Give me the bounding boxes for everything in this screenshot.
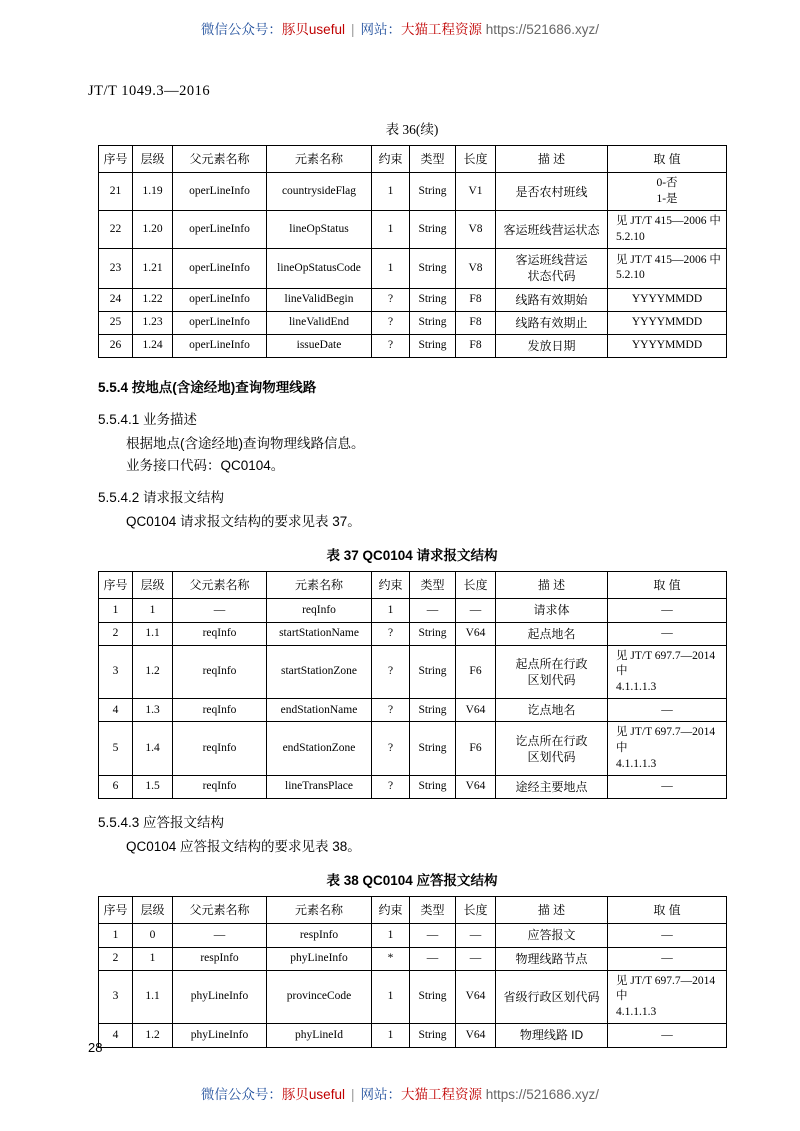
t37-r4-c5: ?: [372, 699, 410, 722]
section-5-5-4-1-paragraph-2: 业务接口代码：QC0104。: [126, 458, 285, 474]
t37-r1-c3: —: [173, 599, 267, 622]
table38-col-8: 取 值: [608, 897, 727, 924]
table36-col-6: 长度: [456, 146, 496, 173]
t37-r5-c7: F6: [456, 722, 496, 776]
t37-r4-c7: V64: [456, 699, 496, 722]
t37-r4-c8: 讫点地名: [496, 699, 608, 722]
t37-r6-c5: ?: [372, 776, 410, 799]
table-row: [99, 1024, 727, 1047]
t36-r2-c6: String: [410, 211, 456, 249]
table38-col-2: 父元素名称: [173, 897, 267, 924]
t38-r4-c5: 1: [372, 1024, 410, 1047]
t36-r5-c9: YYYYMMDD: [608, 311, 727, 334]
table38-col-7: 描 述: [496, 897, 608, 924]
t36-r4-c9: YYYYMMDD: [608, 288, 727, 311]
t36-r1-c3: operLineInfo: [173, 173, 267, 211]
section-5-5-4-2-title: 5.5.4.2 请求报文结构: [98, 490, 225, 506]
t38-r2-c3: respInfo: [173, 947, 267, 970]
t38-r3-c3: phyLineInfo: [173, 970, 267, 1024]
t37-r2-c7: V64: [456, 622, 496, 645]
t36-r4-c3: operLineInfo: [173, 288, 267, 311]
watermark-top-label: 微信公众号：: [200, 22, 282, 37]
t38-r1-c1: 1: [99, 924, 133, 947]
t36-r3-c6: String: [410, 249, 456, 288]
t36-r1-c1: 21: [99, 173, 133, 211]
table-row: [99, 211, 727, 249]
t38-r4-c2: 1.2: [133, 1024, 173, 1047]
t37-r1-c7: —: [456, 599, 496, 622]
watermark-top-url: https://521686.xyz/: [485, 22, 600, 37]
t37-r1-c9: —: [608, 599, 727, 622]
table-row: [99, 173, 727, 211]
t37-r2-c1: 2: [99, 622, 133, 645]
t37-r3-c5: ?: [372, 645, 410, 699]
t37-r6-c4: lineTransPlace: [267, 776, 372, 799]
table36-col-8: 取 值: [608, 146, 727, 173]
table-row: [99, 249, 727, 288]
t37-r2-c4: startStationName: [267, 622, 372, 645]
t38-r2-c7: —: [456, 947, 496, 970]
t37-r4-c2: 1.3: [133, 699, 173, 722]
t37-r1-c6: —: [410, 599, 456, 622]
t38-r2-c1: 2: [99, 947, 133, 970]
t38-r2-c2: 1: [133, 947, 173, 970]
t36-r5-c5: ?: [372, 311, 410, 334]
t38-r4-c9: —: [608, 1024, 727, 1047]
t37-r3-c4: startStationZone: [267, 645, 372, 699]
t38-r2-c4: phyLineInfo: [267, 947, 372, 970]
t38-r3-c5: 1: [372, 970, 410, 1024]
table36-caption: 表 36(续): [385, 122, 439, 137]
table38-col-1: 层级: [133, 897, 173, 924]
t36-r4-c5: ?: [372, 288, 410, 311]
t37-r4-c4: endStationName: [267, 699, 372, 722]
table37-col-1: 层级: [133, 572, 173, 599]
t37-r5-c6: String: [410, 722, 456, 776]
table38-col-5: 类型: [410, 897, 456, 924]
t38-r1-c9: —: [608, 924, 727, 947]
t36-r3-c4: lineOpStatusCode: [267, 249, 372, 288]
t37-r6-c6: String: [410, 776, 456, 799]
t37-r3-c8: 起点所在行政 区划代码: [496, 645, 608, 699]
table38-col-3: 元素名称: [267, 897, 372, 924]
table37-col-3: 元素名称: [267, 572, 372, 599]
watermark-top-site-name: 大猫工程资源: [400, 22, 482, 37]
t37-r2-c9: —: [608, 622, 727, 645]
watermark-bottom: [0, 1083, 800, 1103]
table36-col-2: 父元素名称: [173, 146, 267, 173]
t37-r5-c1: 5: [99, 722, 133, 776]
t36-r1-c6: String: [410, 173, 456, 211]
t36-r3-c5: 1: [372, 249, 410, 288]
t38-r4-c6: String: [410, 1024, 456, 1047]
t36-r6-c1: 26: [99, 335, 133, 358]
t37-r5-c8: 讫点所在行政 区划代码: [496, 722, 608, 776]
t38-r3-c9: 见 JT/T 697.7—2014 中 4.1.1.1.3: [608, 970, 727, 1024]
table38-col-4: 约束: [372, 897, 410, 924]
t37-r6-c3: reqInfo: [173, 776, 267, 799]
t37-r5-c9: 见 JT/T 697.7—2014 中 4.1.1.1.3: [608, 722, 727, 776]
watermark-bottom-separator: |: [350, 1087, 355, 1102]
t38-r3-c1: 3: [99, 970, 133, 1024]
table36-col-0: 序号: [99, 146, 133, 173]
table-row: [99, 288, 727, 311]
t36-r3-c2: 1.21: [133, 249, 173, 288]
table-row: [99, 776, 727, 799]
t37-r1-c2: 1: [133, 599, 173, 622]
t36-r5-c4: lineValidEnd: [267, 311, 372, 334]
table38-header-row: [99, 897, 727, 924]
table36-col-7: 描 述: [496, 146, 608, 173]
t36-r1-c7: V1: [456, 173, 496, 211]
table37-col-8: 取 值: [608, 572, 727, 599]
table-row: [99, 722, 727, 776]
t36-r6-c6: String: [410, 335, 456, 358]
t38-r1-c3: —: [173, 924, 267, 947]
t38-r2-c5: *: [372, 947, 410, 970]
t36-r1-c8: 是否农村班线: [496, 173, 608, 211]
page-number: 28: [88, 1040, 103, 1055]
t36-r1-c9: 0-否 1-是: [608, 173, 727, 211]
table36-col-5: 类型: [410, 146, 456, 173]
t36-r1-c4: countrysideFlag: [267, 173, 372, 211]
t37-r1-c1: 1: [99, 599, 133, 622]
t36-r6-c2: 1.24: [133, 335, 173, 358]
t36-r2-c7: V8: [456, 211, 496, 249]
watermark-bottom-site-label: 网站：: [360, 1087, 401, 1102]
section-5-5-4-2-paragraph-1: QC0104 请求报文结构的要求见表 37。: [126, 514, 361, 530]
table37-col-5: 类型: [410, 572, 456, 599]
t37-r3-c9: 见 JT/T 697.7—2014 中 4.1.1.1.3: [608, 645, 727, 699]
watermark-bottom-site-name: 大猫工程资源: [400, 1087, 482, 1102]
table36-col-1: 层级: [133, 146, 173, 173]
table37-col-2: 父元素名称: [173, 572, 267, 599]
t37-r6-c7: V64: [456, 776, 496, 799]
t36-r4-c2: 1.22: [133, 288, 173, 311]
t36-r2-c2: 1.20: [133, 211, 173, 249]
t38-r2-c8: 物理线路节点: [496, 947, 608, 970]
t37-r5-c5: ?: [372, 722, 410, 776]
table37-body: [99, 599, 727, 799]
t38-r2-c6: —: [410, 947, 456, 970]
table36-header-row: [99, 146, 727, 173]
table38-caption: 表 38 QC0104 应答报文结构: [326, 873, 498, 889]
table-row: [99, 311, 727, 334]
t37-r2-c8: 起点地名: [496, 622, 608, 645]
t36-r4-c4: lineValidBegin: [267, 288, 372, 311]
t38-r1-c6: —: [410, 924, 456, 947]
t37-r5-c2: 1.4: [133, 722, 173, 776]
t38-r3-c8: 省级行政区划代码: [496, 970, 608, 1024]
watermark-top-site-label: 网站：: [360, 22, 401, 37]
t37-r5-c4: endStationZone: [267, 722, 372, 776]
t38-r3-c4: provinceCode: [267, 970, 372, 1024]
watermark-bottom-url: https://521686.xyz/: [485, 1087, 600, 1102]
t36-r5-c7: F8: [456, 311, 496, 334]
t36-r2-c9: 见 JT/T 415—2006 中 5.2.10: [608, 211, 727, 249]
page-content: [98, 112, 726, 1048]
t36-r6-c9: YYYYMMDD: [608, 335, 727, 358]
t37-r6-c9: —: [608, 776, 727, 799]
t36-r5-c8: 线路有效期止: [496, 311, 608, 334]
table37-caption: 表 37 QC0104 请求报文结构: [326, 548, 498, 564]
table37-col-7: 描 述: [496, 572, 608, 599]
t36-r6-c7: F8: [456, 335, 496, 358]
t36-r6-c3: operLineInfo: [173, 335, 267, 358]
table37-col-0: 序号: [99, 572, 133, 599]
t37-r3-c6: String: [410, 645, 456, 699]
table-row: [99, 335, 727, 358]
t36-r4-c7: F8: [456, 288, 496, 311]
section-5-5-4-1-title: 5.5.4.1 业务描述: [98, 412, 198, 428]
t36-r2-c3: operLineInfo: [173, 211, 267, 249]
table-row: [99, 924, 727, 947]
t36-r6-c8: 发放日期: [496, 335, 608, 358]
watermark-top-separator: |: [350, 22, 355, 37]
t36-r4-c1: 24: [99, 288, 133, 311]
t36-r3-c8: 客运班线营运 状态代码: [496, 249, 608, 288]
t37-r3-c1: 3: [99, 645, 133, 699]
t37-r1-c4: reqInfo: [267, 599, 372, 622]
table38-col-0: 序号: [99, 897, 133, 924]
t38-r1-c8: 应答报文: [496, 924, 608, 947]
table-38: [98, 896, 727, 1047]
table-row: [99, 699, 727, 722]
t36-r3-c7: V8: [456, 249, 496, 288]
t37-r1-c8: 请求体: [496, 599, 608, 622]
table36-body: [99, 173, 727, 358]
t37-r3-c2: 1.2: [133, 645, 173, 699]
t38-r1-c4: respInfo: [267, 924, 372, 947]
t37-r4-c6: String: [410, 699, 456, 722]
section-5-5-4-1-paragraph-1: 根据地点(含途经地)查询物理线路信息。: [126, 436, 365, 452]
table-row: [99, 947, 727, 970]
t38-r4-c3: phyLineInfo: [173, 1024, 267, 1047]
t37-r4-c3: reqInfo: [173, 699, 267, 722]
t38-r3-c7: V64: [456, 970, 496, 1024]
t36-r5-c2: 1.23: [133, 311, 173, 334]
table36-col-3: 元素名称: [267, 146, 372, 173]
watermark-bottom-account: 豚贝useful: [281, 1087, 345, 1102]
t36-r4-c8: 线路有效期始: [496, 288, 608, 311]
t38-r4-c4: phyLineId: [267, 1024, 372, 1047]
t37-r3-c7: F6: [456, 645, 496, 699]
table37-col-4: 约束: [372, 572, 410, 599]
t36-r2-c4: lineOpStatus: [267, 211, 372, 249]
t36-r6-c5: ?: [372, 335, 410, 358]
t36-r2-c8: 客运班线营运状态: [496, 211, 608, 249]
t37-r2-c3: reqInfo: [173, 622, 267, 645]
t36-r5-c6: String: [410, 311, 456, 334]
t37-r6-c8: 途经主要地点: [496, 776, 608, 799]
t37-r2-c2: 1.1: [133, 622, 173, 645]
table-row: [99, 622, 727, 645]
t36-r1-c2: 1.19: [133, 173, 173, 211]
section-5-5-4-3-title: 5.5.4.3 应答报文结构: [98, 815, 225, 831]
t36-r3-c1: 23: [99, 249, 133, 288]
table36-col-4: 约束: [372, 146, 410, 173]
table38-col-6: 长度: [456, 897, 496, 924]
t38-r4-c8: 物理线路 ID: [496, 1024, 608, 1047]
table-row: [99, 970, 727, 1024]
table37-col-6: 长度: [456, 572, 496, 599]
t37-r4-c9: —: [608, 699, 727, 722]
running-header: JT/T 1049.3—2016: [88, 83, 211, 99]
watermark-bottom-label: 微信公众号：: [200, 1087, 282, 1102]
t37-r2-c5: ?: [372, 622, 410, 645]
t36-r3-c9: 见 JT/T 415—2006 中 5.2.10: [608, 249, 727, 288]
table-37: [98, 571, 727, 799]
t38-r2-c9: —: [608, 947, 727, 970]
t37-r3-c3: reqInfo: [173, 645, 267, 699]
t37-r4-c1: 4: [99, 699, 133, 722]
t37-r6-c2: 1.5: [133, 776, 173, 799]
t36-r6-c4: issueDate: [267, 335, 372, 358]
t36-r3-c3: operLineInfo: [173, 249, 267, 288]
t37-r2-c6: String: [410, 622, 456, 645]
t38-r1-c7: —: [456, 924, 496, 947]
watermark-top: [0, 18, 800, 38]
t38-r3-c6: String: [410, 970, 456, 1024]
t38-r1-c5: 1: [372, 924, 410, 947]
table-row: [99, 645, 727, 699]
t36-r2-c5: 1: [372, 211, 410, 249]
table-row: [99, 599, 727, 622]
t36-r4-c6: String: [410, 288, 456, 311]
t38-r4-c7: V64: [456, 1024, 496, 1047]
t37-r1-c5: 1: [372, 599, 410, 622]
t37-r6-c1: 6: [99, 776, 133, 799]
t38-r1-c2: 0: [133, 924, 173, 947]
table38-body: [99, 924, 727, 1047]
t38-r3-c2: 1.1: [133, 970, 173, 1024]
t36-r2-c1: 22: [99, 211, 133, 249]
table-36: [98, 145, 727, 358]
t36-r5-c1: 25: [99, 311, 133, 334]
t38-r4-c1: 4: [99, 1024, 133, 1047]
section-5-5-4-3-paragraph-1: QC0104 应答报文结构的要求见表 38。: [126, 839, 361, 855]
t36-r1-c5: 1: [372, 173, 410, 211]
table37-header-row: [99, 572, 727, 599]
t37-r5-c3: reqInfo: [173, 722, 267, 776]
t36-r5-c3: operLineInfo: [173, 311, 267, 334]
section-5-5-4-title: 5.5.4 按地点(含途经地)查询物理线路: [98, 380, 317, 396]
watermark-top-account: 豚贝useful: [281, 22, 345, 37]
